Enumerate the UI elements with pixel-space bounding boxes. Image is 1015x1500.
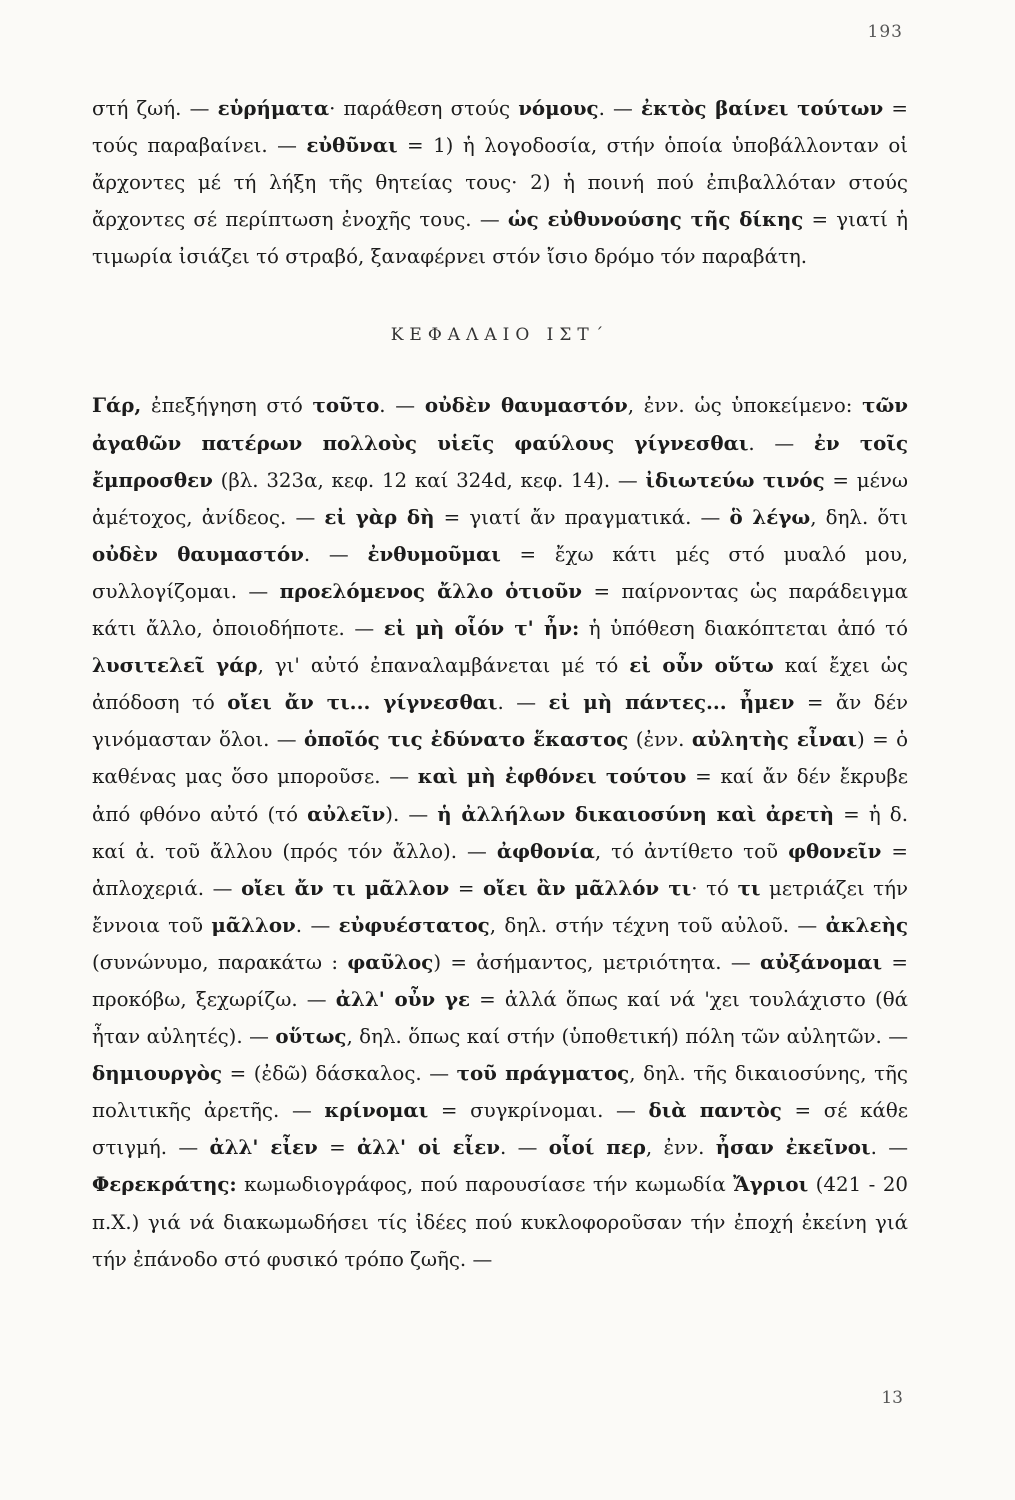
text-run: , δηλ. ὅπως καί στήν (ὑποθετική) πόλη τῶν αὐλητῶν. —	[346, 1025, 908, 1049]
term: μᾶλλον	[211, 912, 296, 937]
term: ἀλλ' εἶεν	[209, 1135, 318, 1160]
term: ἀλλ' οὖν γε	[335, 986, 471, 1011]
term: εὐθῦναι	[306, 133, 398, 158]
text-run: μετριάζει τήν ἔννοια τοῦ	[92, 876, 908, 937]
text-run: , δηλ. τῆς δικαιοσύνης, τῆς πολιτικῆς ἀρετῆς. —	[92, 1062, 908, 1123]
text-run: = γιατί ἡ τιμωρία ἰσιάζει τό στραβό, ξαναφέρνει στόν ἴσιο δρόμο τόν παραβάτη.	[92, 208, 908, 269]
chapter-heading: ΚΕΦΑΛΑΙΟ ΙΣΤ΄	[390, 325, 610, 346]
term: καὶ μὴ ἐφθόνει τούτου	[417, 764, 687, 789]
term: ἐκτὸς βαίνει τούτων	[640, 96, 884, 120]
term: εἰ γὰρ δὴ	[324, 504, 435, 529]
text-run: (421 - 20 π.Χ.) γιά νά διακωμωδήσει τίς ἰδέες πού κυκλοφοροῦσαν τήν ἐποχή ἐκείνη γιά τήν ἐπάνοδο στό φυσικό τρόπο ζωῆς. —	[92, 1173, 908, 1271]
term: ὃ λέγω	[729, 504, 811, 529]
text-run: · τό	[691, 876, 738, 900]
term: εἰ μὴ οἷόν τ' ἦν:	[383, 616, 580, 641]
term: φθονεῖν	[788, 838, 882, 863]
term: ἀλλ' οἱ εἶεν	[357, 1135, 501, 1160]
term: δημιουργὸς	[92, 1061, 222, 1086]
text-run: =	[317, 1136, 358, 1160]
page-body	[92, 90, 908, 1278]
term: προελόμενος ἄλλο ὁτιοῦν	[279, 578, 583, 603]
term: ἐνθυμοῦμαι	[367, 541, 501, 566]
term: διὰ παντὸς	[648, 1098, 782, 1123]
text-run: κωμωδιογράφος, πού παρουσίασε τήν κωμωδία	[236, 1173, 734, 1197]
term: τῶν ἀγαθῶν πατέρων πολλοὺς υἱεῖς φαύλους γίγνεσθαι	[92, 393, 909, 455]
term: τι	[737, 875, 761, 900]
term: κρίνομαι	[324, 1098, 429, 1123]
term: οἴει ἄν τι μᾶλλον	[241, 875, 450, 900]
text-run: = ἡ δ. καί ἀ. τοῦ ἄλλου (πρός τόν ἄλλο). —	[92, 802, 908, 863]
term: Ἄγριοι	[733, 1172, 809, 1197]
text-run: = ἔχω κάτι μές στό μυαλό μου, συλλογίζομαι. —	[92, 542, 909, 603]
text-run: . —	[295, 913, 339, 937]
text-run: (συνώνυμο, παρακάτω :	[92, 950, 348, 974]
term: τοῦ πράγματος	[456, 1061, 630, 1086]
text-run: = τούς παραβαίνει. —	[92, 97, 908, 158]
text-run: . —	[748, 431, 814, 455]
text-run: ) = ὁ καθένας μας ὅσο μποροῦσε. —	[92, 728, 909, 789]
text-run: = παίρνοντας ὡς παράδειγμα κάτι ἄλλο, ὁποιοδήποτε. —	[92, 579, 908, 641]
text-run: , τό ἀντίθετο τοῦ	[594, 839, 789, 863]
term: ἀκλεὴς	[825, 912, 908, 937]
term: αὐξάνομαι	[759, 949, 883, 974]
text-run: = μένω ἀμέτοχος, ἀνίδεος. —	[92, 468, 908, 529]
text-run: = καί ἄν δέν ἔκρυβε ἀπό φθόνο αὐτό (τό	[92, 765, 909, 826]
term: Γάρ,	[92, 393, 142, 418]
text-run: = σέ κάθε στιγμή. —	[92, 1099, 908, 1160]
term: τοῦτο	[312, 393, 380, 418]
text-run: ἐπεξήγηση στό	[141, 394, 313, 418]
text-run: , δηλ. στήν τέχνη τοῦ αὐλοῦ. —	[489, 913, 826, 937]
text-run: καί ἔχει ὡς ἀπόδοση τό	[92, 654, 908, 715]
term: νόμους	[518, 96, 599, 120]
term: οὐδὲν θαυμαστόν	[92, 541, 304, 566]
text-run: . —	[379, 394, 425, 418]
text-run: στή ζωή. —	[92, 97, 218, 120]
text-run: . —	[870, 1136, 908, 1160]
term: ἰδιωτεύω τινός	[645, 467, 825, 492]
term: εὑρήματα	[217, 96, 330, 120]
term: ἡ ἀλλήλων δικαιοσύνη καὶ ἀρετὴ	[437, 801, 835, 826]
term: ἀφθονία	[496, 838, 595, 863]
text-run: · παράθεση στούς	[329, 97, 519, 120]
term: οἷοί περ	[548, 1135, 646, 1160]
term: εἰ μὴ πάντες... ἦμεν	[548, 690, 795, 715]
term: οἴει ἂν μᾶλλόν τι	[483, 875, 692, 900]
term: ὁποῖός τις ἐδύνατο ἕκαστος	[304, 727, 629, 752]
text-run: = γιατί ἄν πραγματικά. —	[434, 505, 730, 529]
term: εὐφυέστατος	[338, 912, 490, 937]
text-run: = προκόβω, ξεχωρίζω. —	[92, 950, 908, 1011]
term: ἦσαν ἐκεῖνοι	[715, 1135, 871, 1160]
term: ὡς εὐθυνούσης τῆς δίκης	[507, 207, 804, 232]
text-run: = ἄν δέν γινόμασταν ὅλοι. —	[92, 691, 908, 752]
term: οὕτως	[275, 1024, 347, 1049]
page-number: 193	[867, 22, 903, 42]
text-run: . —	[497, 691, 549, 715]
term: εἰ οὖν οὕτω	[629, 653, 774, 678]
term: λυσιτελεῖ γάρ	[92, 653, 258, 678]
text-run: (βλ. 323α, κεφ. 12 καί 324d, κεφ. 14). —	[212, 468, 646, 492]
text-run: ἡ ὑπόθεση διακόπτεται ἀπό τό	[579, 617, 909, 641]
text-run: (ἐνν.	[628, 728, 692, 752]
text-run: , γι' αὐτό ἐπαναλαμβάνεται μέ τό	[257, 654, 630, 678]
term: οὐδὲν θαυμαστόν	[424, 393, 628, 418]
term: φαῦλος	[347, 949, 434, 974]
text-run: = 1) ἡ λογοδοσία, στήν ὁποία ὑποβάλλονταν οἱ ἄρχοντες μέ τή λήξη τῆς θητείας τους· 2) ἡ ποινή πού ἐπιβαλλόταν στούς ἄρχοντες σέ περίπτωση ἐνοχῆς τους. —	[92, 134, 908, 232]
text-run: = συγκρίνομαι. —	[428, 1099, 649, 1123]
text-run: . —	[598, 97, 641, 120]
text-run: , δηλ. ὅτι	[810, 505, 908, 529]
term: αὐλεῖν	[307, 801, 386, 826]
paragraph-intro	[92, 90, 908, 275]
text-run: ). —	[385, 802, 438, 826]
text-run: =	[449, 876, 484, 900]
term: αὐλητὴς εἶναι	[691, 727, 857, 752]
text-run: = ἀπλοχεριά. —	[92, 839, 908, 900]
signature-mark: 13	[881, 1388, 903, 1408]
text-run: . —	[303, 542, 368, 566]
text-run: , ἐνν. ὡς ὑποκείμενο:	[627, 394, 863, 418]
term: οἴει ἄν τι... γίγνεσθαι	[227, 690, 498, 715]
text-run: , ἐνν.	[645, 1136, 716, 1160]
term: Φερεκράτης:	[92, 1172, 237, 1197]
text-run: = ἀλλά ὅπως καί νά 'χει τουλάχιστο (θά ἦταν αὐλητές). —	[92, 987, 908, 1049]
term: ἐν τοῖς ἔμπροσθεν	[92, 430, 908, 492]
text-run: ) = ἀσήμαντος, μετριότητα. —	[433, 950, 760, 974]
paragraph-commentary	[92, 387, 908, 1277]
text-run: . —	[500, 1136, 549, 1160]
text-run: = (ἐδῶ) δάσκαλος. —	[222, 1062, 457, 1086]
